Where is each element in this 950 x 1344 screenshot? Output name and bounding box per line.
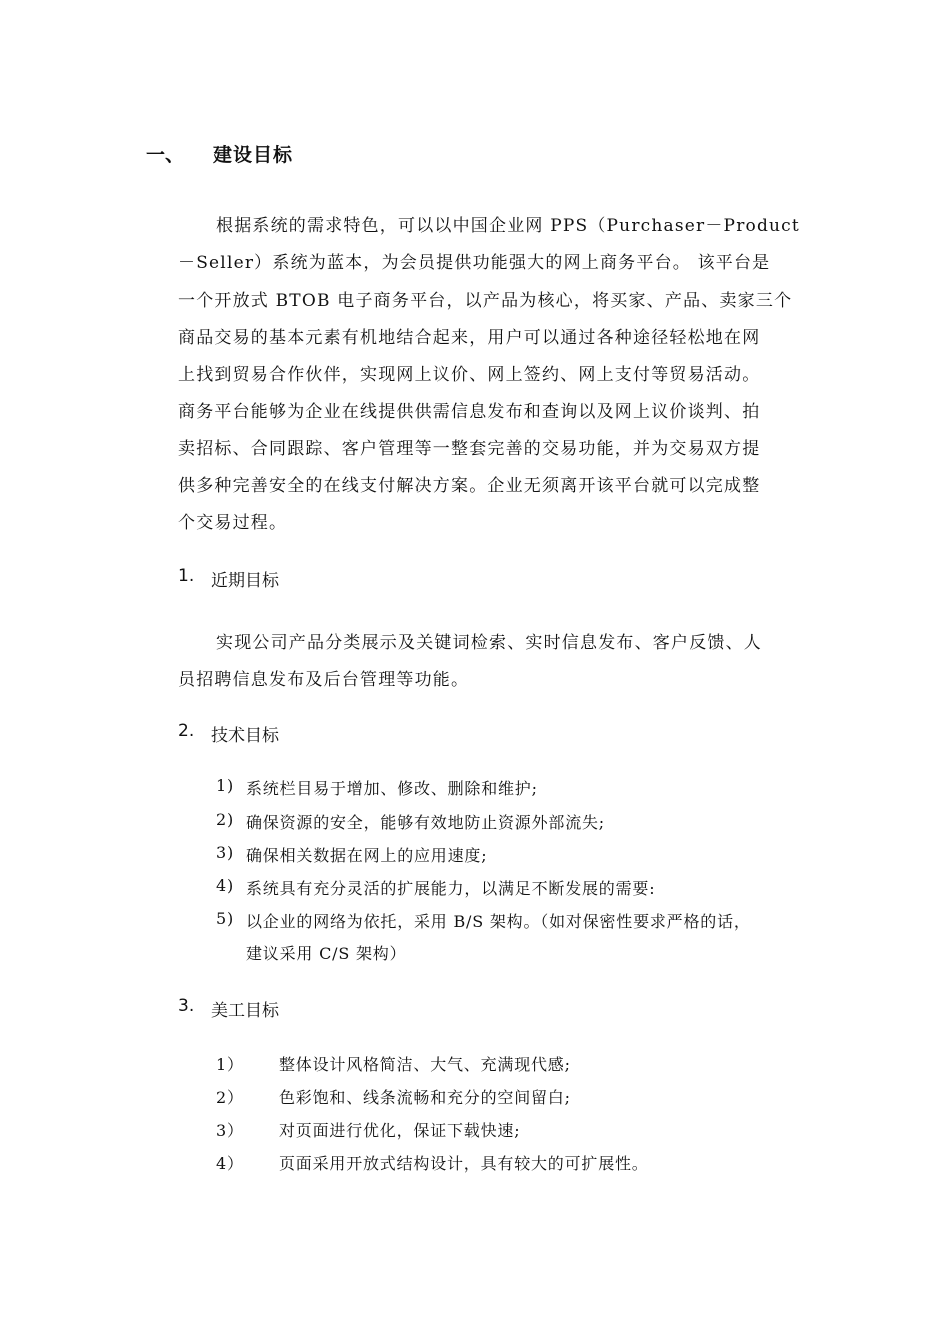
list-item-number: 3）	[216, 1121, 244, 1140]
list-item-number: 1)	[216, 776, 235, 795]
list-item: 系统具有充分灵活的扩展能力，以满足不断发展的需要:	[246, 879, 656, 898]
list-item: 确保相关数据在网上的应用速度;	[246, 846, 488, 865]
goal1-line: 实现公司产品分类展示及关键词检索、实时信息发布、客户反馈、人	[216, 633, 762, 653]
intro-line: 商务平台能够为企业在线提供供需信息发布和查询以及网上议价谈判、拍	[178, 402, 761, 422]
intro-line: 卖招标、合同跟踪、客户管理等一整套完善的交易功能，并为交易双方提	[178, 439, 761, 459]
goal2-number: 2.	[178, 721, 195, 741]
goal3-number: 3.	[178, 996, 195, 1016]
list-item-number: 4）	[216, 1154, 244, 1173]
goal1-number: 1.	[178, 566, 195, 586]
list-item-number: 5)	[216, 909, 235, 928]
intro-line: －Seller）系统为蓝本，为会员提供功能强大的网上商务平台。 该平台是	[178, 253, 771, 273]
list-item-number: 2）	[216, 1088, 244, 1107]
intro-line: 根据系统的需求特色，可以以中国企业网 PPS（Purchaser－Product	[216, 216, 800, 236]
intro-line: 供多种完善安全的在线支付解决方案。企业无须离开该平台就可以完成整	[178, 476, 761, 496]
list-item: 以企业的网络为依托，采用 B/S 架构。（如对保密性要求严格的话，	[246, 912, 751, 931]
goal1-title: 近期目标	[211, 571, 279, 591]
section-title: 建设目标	[213, 144, 294, 166]
list-item-continued: 建议采用 C/S 架构）	[246, 944, 407, 963]
list-item-number: 3)	[216, 843, 235, 862]
list-item: 对页面进行优化，保证下载快速;	[279, 1121, 521, 1140]
intro-line: 商品交易的基本元素有机地结合起来，用户可以通过各种途径轻松地在网	[178, 328, 761, 348]
intro-line: 一个开放式 BTOB 电子商务平台，以产品为核心，将买家、产品、卖家三个	[178, 291, 793, 311]
list-item: 确保资源的安全，能够有效地防止资源外部流失;	[246, 813, 605, 832]
list-item: 整体设计风格简洁、大气、充满现代感;	[279, 1055, 571, 1074]
goal3-title: 美工目标	[211, 1001, 279, 1021]
section-number: 一、	[146, 144, 185, 166]
intro-line: 个交易过程。	[178, 513, 288, 533]
list-item-number: 4)	[216, 876, 235, 895]
goal2-title: 技术目标	[211, 726, 279, 746]
goal1-line: 员招聘信息发布及后台管理等功能。	[178, 670, 470, 690]
list-item: 页面采用开放式结构设计，具有较大的可扩展性。	[279, 1154, 649, 1173]
intro-line: 上找到贸易合作伙伴，实现网上议价、网上签约、网上支付等贸易活动。	[178, 365, 761, 385]
list-item: 色彩饱和、线条流畅和充分的空间留白;	[279, 1088, 571, 1107]
list-item-number: 1）	[216, 1055, 244, 1074]
list-item-number: 2)	[216, 810, 235, 829]
list-item: 系统栏目易于增加、修改、删除和维护;	[246, 779, 538, 798]
